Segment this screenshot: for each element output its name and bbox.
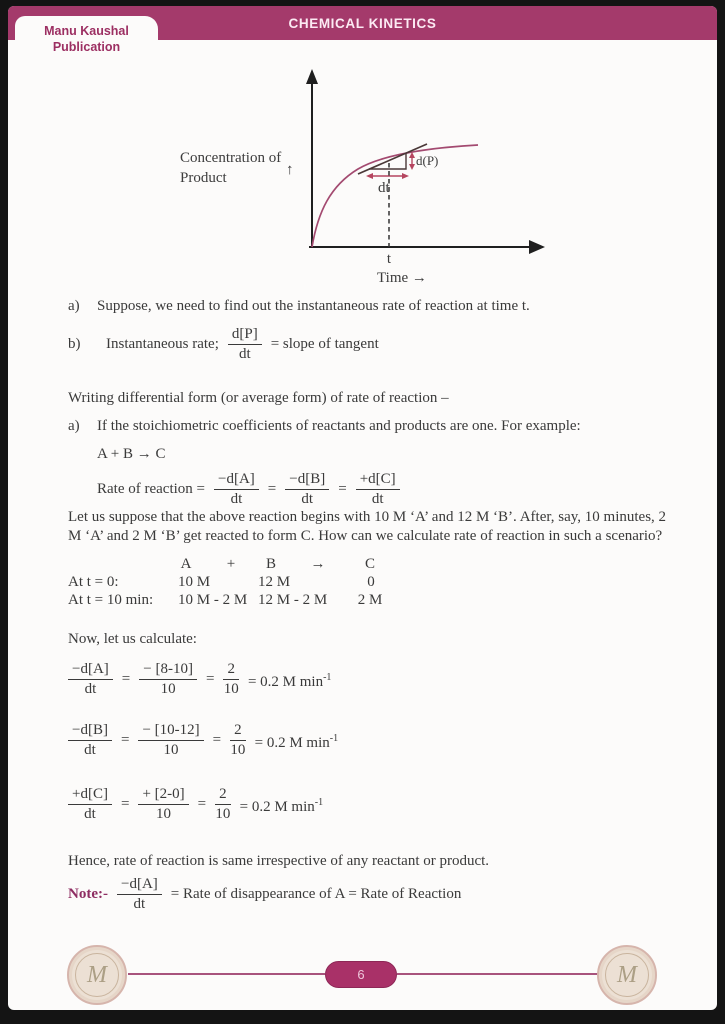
table-header-a: A <box>180 556 192 572</box>
fraction-denominator: 10 <box>160 681 176 697</box>
fraction-denominator: 10 <box>230 742 246 758</box>
item-a-marker: a) <box>68 298 80 314</box>
rate-eq-lead: Rate of reaction = <box>97 481 205 497</box>
rate-of-reaction-equation <box>97 471 400 508</box>
fraction-denominator: 10 <box>163 742 179 758</box>
fraction-numerator: 2 <box>223 661 239 680</box>
dt-label: dt <box>378 180 390 196</box>
fraction-denominator: dt <box>301 491 314 507</box>
y-axis-label-line2: Product <box>180 170 227 186</box>
fraction-numerator: −d[A] <box>68 661 113 680</box>
fraction-numerator: −d[B] <box>285 471 329 490</box>
fraction-numerator: +d[C] <box>68 786 112 805</box>
calc-result-exponent: -1 <box>323 671 332 683</box>
calc-result-exponent: -1 <box>329 732 339 744</box>
equals-sign: = <box>120 796 130 812</box>
item-a-text: Suppose, we need to find out the instantaneous rate of reaction at time t. <box>97 298 530 314</box>
calc-result <box>255 729 338 753</box>
calc-result-text: = 0.2 M min <box>254 734 330 751</box>
note-fraction <box>117 876 162 913</box>
fraction-numerator: − [8-10] <box>139 661 197 680</box>
concentration-time-graph <box>168 62 578 297</box>
note-tail: = Rate of disappearance of A = Rate of Reaction <box>170 886 462 902</box>
table-row-label: At t = 0: <box>68 574 119 590</box>
equals-sign: = <box>212 732 222 748</box>
now-calculate-line: Now, let us calculate: <box>68 631 197 647</box>
equals-sign: = <box>197 796 207 812</box>
page-number: 6 <box>357 967 365 982</box>
calc-result <box>248 668 331 692</box>
writing-line: Writing differential form (or average form) of rate of reaction – <box>68 390 449 406</box>
equals-sign: = <box>267 481 277 497</box>
fraction-numerator: −d[B] <box>68 722 112 741</box>
table-header-c: C <box>364 556 376 572</box>
calc-fraction <box>230 722 246 759</box>
medallion-left <box>67 945 127 1005</box>
publisher-name-line2: Publication <box>52 40 121 54</box>
calc-fraction <box>68 786 112 823</box>
dp-dt-fraction <box>228 326 262 363</box>
item-b-lead: Instantaneous rate; <box>106 336 219 352</box>
item-a2-text: If the stoichiometric coefficients of reactants and products are one. For example: <box>97 418 581 434</box>
page-title: CHEMICAL KINETICS <box>288 15 437 31</box>
y-axis-arrowhead <box>306 69 318 84</box>
calc-fraction <box>138 786 188 823</box>
table-row-a-value: 10 M <box>178 574 211 590</box>
page-number-pill <box>325 961 397 988</box>
fraction-denominator: dt <box>371 491 384 507</box>
table-header-arrow-icon: → <box>310 556 326 572</box>
fraction-denominator: dt <box>238 346 251 362</box>
dt-arrow <box>366 173 409 179</box>
calc-fraction <box>223 661 239 698</box>
fraction-numerator: −d[A] <box>117 876 162 895</box>
publisher-name-line1: Manu Kaushal <box>44 24 129 38</box>
item-b <box>68 326 379 363</box>
product-curve <box>312 145 478 247</box>
t-tick-label: t <box>386 251 392 267</box>
equals-sign: = <box>121 671 131 687</box>
fraction-denominator: dt <box>84 681 97 697</box>
footer-line-left <box>128 973 325 975</box>
fraction-numerator: 2 <box>215 786 231 805</box>
medallion-monogram: M <box>617 961 637 988</box>
table-header-plus: + <box>226 556 236 572</box>
y-axis-label-line1: Concentration of <box>180 150 282 166</box>
medallion-right <box>597 945 657 1005</box>
fraction-denominator: dt <box>230 491 243 507</box>
item-a2-marker: a) <box>68 418 80 434</box>
dc-dt-fraction <box>356 471 400 508</box>
x-axis-label: Time → <box>377 270 427 286</box>
table-row-b-value: 12 M <box>258 574 291 590</box>
hence-line: Hence, rate of reaction is same irrespective of any reactant or product. <box>68 853 490 869</box>
dp-label: d(P) <box>416 153 439 168</box>
fraction-numerator: − [10-12] <box>138 722 203 741</box>
calc-row-a <box>68 661 331 698</box>
medallion-monogram: M <box>87 961 107 988</box>
table-row-b-value: 12 M - 2 M <box>258 592 328 608</box>
fraction-numerator: 2 <box>230 722 246 741</box>
fraction-numerator: d[P] <box>228 326 262 345</box>
note-label: Note:- <box>68 886 108 902</box>
note-line <box>68 876 461 913</box>
calc-result-text: = 0.2 M min <box>239 798 315 815</box>
fraction-denominator: dt <box>84 806 96 822</box>
equals-sign: = <box>338 481 347 497</box>
fraction-numerator: −d[A] <box>214 471 259 490</box>
fraction-denominator: dt <box>84 742 96 758</box>
table-row-a-value: 10 M - 2 M <box>178 592 248 608</box>
footer-line-right <box>397 973 598 975</box>
item-b-tail: = slope of tangent <box>270 336 379 352</box>
da-dt-fraction <box>214 471 259 508</box>
calc-fraction <box>68 661 113 698</box>
item-a2 <box>68 417 698 436</box>
item-a <box>68 297 688 316</box>
db-dt-fraction <box>285 471 329 508</box>
equals-sign: = <box>120 732 130 748</box>
fraction-denominator: 10 <box>223 681 239 697</box>
calc-result-exponent: -1 <box>314 796 324 808</box>
fraction-denominator: dt <box>133 896 146 912</box>
reaction-equation: A + B → C <box>97 446 166 462</box>
table-header-b: B <box>265 556 277 572</box>
calc-result <box>240 793 323 817</box>
calc-fraction <box>68 722 112 759</box>
calc-fraction <box>139 661 197 698</box>
fraction-numerator: + [2-0] <box>138 786 188 805</box>
suppose-paragraph: Let us suppose that the above reaction begins with 10 M ‘A’ and 12 M ‘B’. After, say, 10 minutes, 2 M ‘A’ and 2 M ‘B’ get reacted to form C. How can we calculate rate of reaction in such a scenario? <box>68 509 667 544</box>
fraction-numerator: +d[C] <box>356 471 400 490</box>
table-row-c-value: 2 M <box>357 592 383 608</box>
y-axis-up-arrow-icon: ↑ <box>286 162 294 178</box>
table-row-label: At t = 10 min: <box>68 592 154 608</box>
equals-sign: = <box>205 671 215 687</box>
calc-fraction <box>215 786 231 823</box>
fraction-denominator: 10 <box>156 806 172 822</box>
fraction-denominator: 10 <box>215 806 231 822</box>
table-row-c-value: 0 <box>367 574 375 590</box>
calc-result-text: = 0.2 M min <box>247 673 324 690</box>
calc-fraction <box>138 722 203 759</box>
calc-row-c <box>68 786 323 823</box>
publisher-tab <box>15 16 158 65</box>
x-axis-arrowhead <box>529 240 545 254</box>
item-b-marker: b) <box>68 336 81 352</box>
calc-row-b <box>68 722 338 759</box>
dp-arrow <box>409 152 415 170</box>
